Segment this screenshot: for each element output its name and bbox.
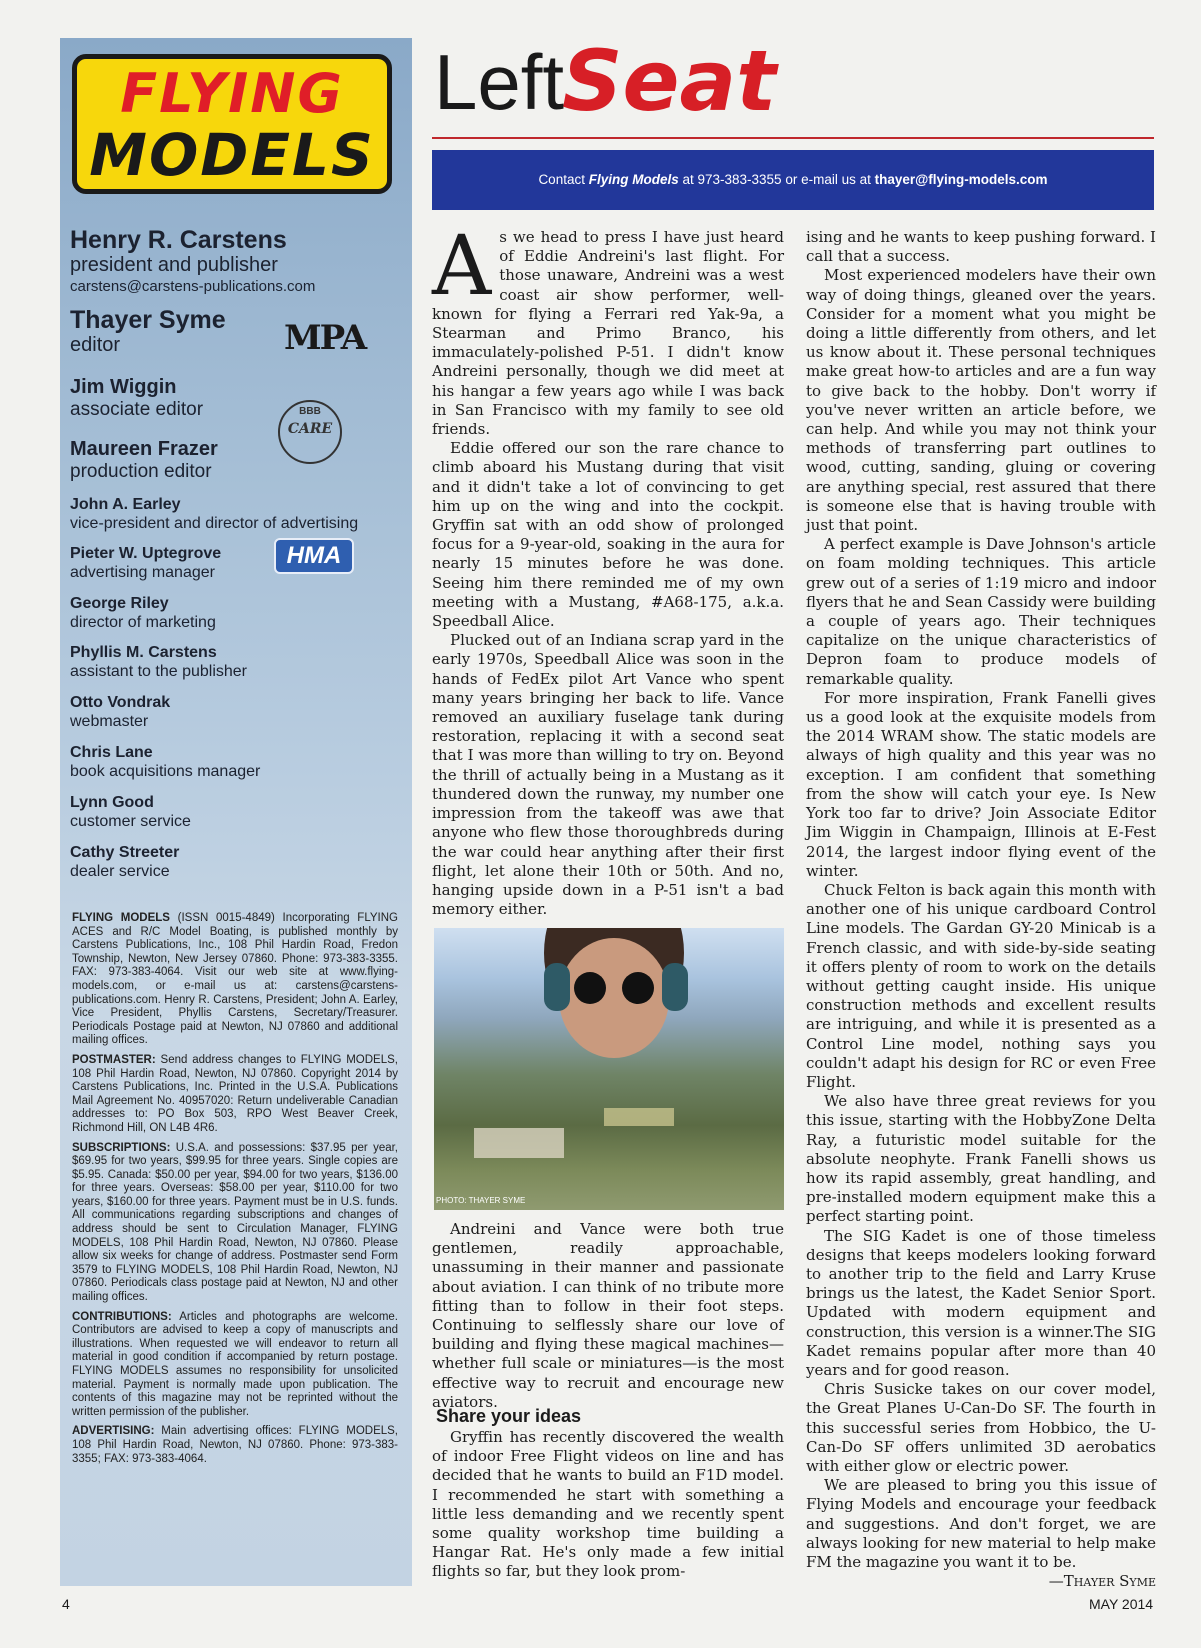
bbb-seal-text: CARE	[287, 421, 333, 437]
staff-role: associate editor	[70, 399, 204, 420]
staff-entry	[70, 306, 226, 357]
legal-text: Articles and photographs are welcome. Contributors are advised to keep a copy of manuscripts and illustrations. When requested we will endeavor to return all material in good condition if accompanied by return postage. FLYING MODELS assumes no responsibility for unsolicited material. Payment is normally made upon publication. The contents of this magazine may not be reprinted without the written permission of the publisher.	[72, 1310, 398, 1418]
staff-role: director of marketing	[70, 614, 216, 631]
article-column-1-continued	[432, 1220, 784, 1412]
logo-line-1: FLYING	[120, 62, 344, 125]
legal-paragraph	[72, 1142, 398, 1305]
legal-label: CONTRIBUTIONS:	[72, 1310, 172, 1323]
staff-entry	[70, 438, 218, 483]
headset-cup-right	[662, 963, 688, 1011]
staff-email: carstens@carstens-publications.com	[70, 278, 316, 295]
article-paragraph: We are pleased to bring you this issue of Flying Models and encourage your feedback and suggestions. And don't forget, we are always looking for new material to help make FM the magazine you want it to be.	[806, 1476, 1156, 1572]
bbb-seal-top: BBB	[299, 406, 321, 417]
sunglasses-lens-right	[622, 972, 654, 1004]
article-paragraph: The SIG Kadet is one of those timeless designs that keeps modelers looking forward to another trip to the field and Larry Kruse brings us the latest, the Kadet Senior Sport. Updated with modern equipment and construction, this version is a winner.The SIG Kadet remains popular after more than 40 years and for good reason.	[806, 1226, 1156, 1379]
legal-text: Main advertising offices: FLYING MODELS, 108 Phil Hardin Road, Newton, NJ 07860. Phone: 973-383-3355; FAX: 973-383-4064.	[72, 1425, 398, 1465]
column-title-right: Seat	[562, 32, 777, 130]
mpa-logo: MPA	[284, 318, 366, 358]
article-paragraph: Andreini and Vance were both true gentlemen, readily approachable, unassuming in their manner and passionate about aviation. I can think of no tribute more fitting than to follow in their foot steps. Continuing to selflessly share our love of building and flying these magical machines—whether full scale or miniatures—is the most effective way to recruit and encourage new aviators.	[432, 1220, 784, 1411]
legal-label: ADVERTISING:	[72, 1425, 155, 1438]
staff-name: Jim Wiggin	[70, 376, 177, 398]
article-paragraph: Plucked out of an Indiana scrap yard in the early 1970s, Speedball Alice was soon in the hands of FedEx pilot Art Vance who spent many years bringing her back to life. Vance removed an auxiliary fuselage tank during restoration, replacing it with a second seat that I was more than willing to try on. Beyond the thrill of actually being in a Mustang as it thundered down the runway, my number one impression from the takeoff was awe that anyone who flew those thoroughbreds during the war could hear anything after their first flight, let alone their 10th or 50th. And no, hanging upside down in a P-51 isn't a bad memory either.	[432, 631, 784, 919]
article-paragraph: Gryffin has recently discovered the wealth of indoor Free Flight videos on line and has decided that he wants to build an F1D model. I recommended he start with something a little less demanding and we recently spent some quality workshop time building a Hangar Rat. He's only made a few initial flights so far, but they look prom-	[432, 1428, 784, 1581]
staff-role: production editor	[70, 461, 212, 482]
staff-entry	[70, 843, 179, 881]
logo-line-2: MODELS	[89, 121, 375, 189]
staff-role: president and publisher	[70, 254, 278, 276]
staff-name: Cathy Streeter	[70, 844, 180, 861]
staff-name: Otto Vondrak	[70, 694, 171, 711]
staff-name: Henry R. Carstens	[70, 226, 287, 254]
staff-name: Chris Lane	[70, 744, 153, 761]
contact-banner	[432, 150, 1154, 210]
article-paragraph: Chris Susicke takes on our cover model, the Great Planes U-Can-Do SF. The fourth in this successful series from Hobbico, the U-Can-Do SF offers unlimited 3D aerobatics with either glow or electric power.	[806, 1380, 1156, 1475]
staff-entry	[70, 793, 191, 831]
hma-logo: HMA	[274, 538, 354, 574]
article-paragraph: A perfect example is Dave Johnson's article on foam molding techniques. This article grew out of a series of 1:19 micro and indoor flyers that he and Sean Cassidy were building a couple of years ago. Their techniques capitalize on the unique characteristics of Depron foam to produce models of remarkable quality.	[806, 535, 1156, 688]
staff-name: George Riley	[70, 595, 169, 612]
contact-middle: at 973-383-3355 or e-mail us at	[678, 172, 875, 187]
column-title-left: Left	[434, 38, 565, 126]
flying-models-logo	[72, 54, 392, 194]
article-paragraph: Most experienced modelers have their own way of doing things, gleaned over the years. Consider for a moment what you might be doing a little differently from others, and let us know about it. These personal techniques make great how-to articles and are a fun way to give back to the hobby. Don't worry if you've never written an article before, we can help. And while you may not think your methods of transferring part outlines to wood, cutting, sanding, gluing or covering are anything special, rest assured that there is someone else that is having trouble with just that point.	[806, 266, 1156, 535]
article-paragraph: ising and he wants to keep pushing forward. I call that a success.	[806, 228, 1156, 266]
photo-ground-field	[604, 1108, 674, 1126]
article-column-1	[432, 219, 784, 919]
staff-entry	[70, 743, 260, 781]
photo-face	[559, 938, 669, 1058]
legal-paragraph	[72, 1425, 398, 1466]
legal-label: FLYING MODELS	[72, 912, 170, 924]
sunglasses-lens-left	[574, 972, 606, 1004]
legal-label: POSTMASTER:	[72, 1053, 156, 1066]
staff-entry	[70, 495, 358, 533]
staff-entry	[70, 226, 315, 296]
article-paragraph: Eddie offered our son the rare chance to climb aboard his Mustang during that visit and it didn't take a lot of convincing to get him up on the wing and into the cockpit. Gryffin sat with an odd show of prolonged focus for a 9-year-old, soaking in the aura for nearly 15 minutes before he was done. Seeing him there reminded me of my own meeting with a Mustang, #A68-175, a.k.a. Speedball Alice.	[432, 439, 784, 631]
staff-role: book acquisitions manager	[70, 763, 261, 780]
staff-role: advertising manager	[70, 564, 215, 581]
bbb-care-seal	[278, 400, 342, 464]
staff-role: editor	[70, 334, 121, 356]
upside-down-pilot-photo	[434, 928, 784, 1210]
issue-date: MAY 2014	[1089, 1596, 1154, 1612]
contact-email[interactable]: thayer@flying-models.com	[874, 172, 1048, 187]
staff-name: Maureen Frazer	[70, 438, 218, 460]
staff-role: webmaster	[70, 713, 149, 730]
author-signature: —Thayer Syme	[1048, 1572, 1156, 1591]
header-rule	[432, 137, 1154, 139]
legal-paragraph	[72, 912, 398, 1048]
article-paragraph: We also have three great reviews for you this issue, starting with the HobbyZone Delta Ray, a futuristic model suitable for the absolute neophyte. Frank Fanelli shows us how its rapid assembly, great handling, and pre-installed modern equipment make this a perfect starting point.	[806, 1092, 1156, 1226]
headset-cup-left	[544, 963, 570, 1011]
staff-name: Phyllis M. Carstens	[70, 644, 217, 661]
photo-caption: PHOTO: THAYER SYME	[436, 1196, 526, 1205]
legal-text: (ISSN 0015-4849) Incorporating FLYING ACES and R/C Model Boating, is published monthly by Carstens Publications, Inc., 108 Phil Hardin Road, Fredon Township, Newton, New Jersey 07860. Phone: 973-383-3355. FAX: 973-383-4064. Visit our web site at www.flying-models.com, or e-mail us at: carstens@carstens-publications.com. Henry R. Carstens, President; John A. Earley, Vice President, Phyllis Carstens, Secretary/Treasurer. Periodicals Postage paid at Newton, NJ 07860 and additional mailing offices.	[72, 912, 398, 1047]
legal-label: SUBSCRIPTIONS:	[72, 1141, 171, 1154]
staff-name: Pieter W. Uptegrove	[70, 545, 222, 562]
page-number: 4	[62, 1596, 70, 1612]
publication-legal-notice	[72, 912, 398, 1472]
staff-role: customer service	[70, 813, 191, 830]
article-column-1-end	[432, 1428, 784, 1582]
staff-role: assistant to the publisher	[70, 663, 247, 680]
legal-text: Send address changes to FLYING MODELS, 108 Phil Hardin Road, Newton, NJ 07860. Copyright 2014 by Carstens Publications, Inc. Printed in the U.S.A. Publications Mail Agreement No. 40957020: Return undeliverable Canadian addresses to: PO Box 503, RPO West Beaver Creek, Richmond Hill, ON L4B 4R6.	[72, 1053, 398, 1134]
section-subhead: Share your ideas	[436, 1406, 582, 1426]
staff-entry	[70, 544, 221, 582]
legal-paragraph	[72, 1311, 398, 1420]
contact-prefix: Contact	[538, 172, 589, 187]
staff-role: dealer service	[70, 863, 170, 880]
article-column-2	[806, 228, 1156, 1591]
staff-entry	[70, 376, 203, 421]
staff-name: John A. Earley	[70, 496, 181, 513]
article-paragraph: For more inspiration, Frank Fanelli gives us a good look at the exquisite models from the 2014 WRAM show. The static models are always of high quality and this year was no exception. I am confident that something from the show will catch your eye. Is New York too far to drive? Join Associate Editor Jim Wiggin in Champaign, Illinois at E-Fest 2014, the largest indoor flying event of the winter.	[806, 688, 1156, 880]
drop-cap: A	[432, 219, 492, 314]
staff-entry	[70, 643, 247, 681]
article-paragraph: Chuck Felton is back again this month with another one of his unique cardboard Control Line models. The Gardan GY-20 Minicab is a French classic, and with side-by-side seating it offers plenty of room to work on the details without getting caught inside. His unique construction methods and excellent results are intriguing, and while it is presented as a Control Line model, nothing says you couldn't adapt his design for RC or even Free Flight.	[806, 880, 1156, 1091]
staff-entry	[70, 594, 216, 632]
contact-magazine: Flying Models	[588, 172, 679, 187]
photo-ground-field	[474, 1128, 564, 1158]
staff-name: Thayer Syme	[70, 306, 226, 334]
legal-paragraph	[72, 1054, 398, 1136]
staff-name: Lynn Good	[70, 794, 154, 811]
staff-entry	[70, 693, 170, 731]
legal-text: U.S.A. and possessions: $37.95 per year, $69.95 for two years, $99.95 for three years. Single copies are $5.95. Canada: $50.00 per year, $94.00 for two years, $136.00 for three years. Overseas: $58.00 per year, $110.00 for two years, $160.00 for three years. Payment must be in U.S. funds. All communications regarding subscriptions and changes of address should be sent to Circulation Manager, FLYING MODELS, 108 Phil Hardin Road, Newton, NJ 07860. Please allow six weeks for change of address. Postmaster send Form 3579 to FLYING MODELS, 108 Phil Hardin Road, Newton, NJ 07860. Periodicals class postage paid at Newton, NJ and other mailing offices.	[72, 1141, 398, 1304]
article-paragraph: As we head to press I have just heard of Eddie Andreini's last flight. For those unaware, Andreini was a west coast air show performer, well-known for flying a Ferrari red Yak-9a, a Stearman and Primo Branco, his immaculately-polished P-51. I didn't know Andreini personally, though we did meet at his hangar a few years ago while I was back in San Francisco with my family to see old friends.	[432, 219, 784, 439]
staff-role: vice-president and director of advertising	[70, 515, 359, 532]
